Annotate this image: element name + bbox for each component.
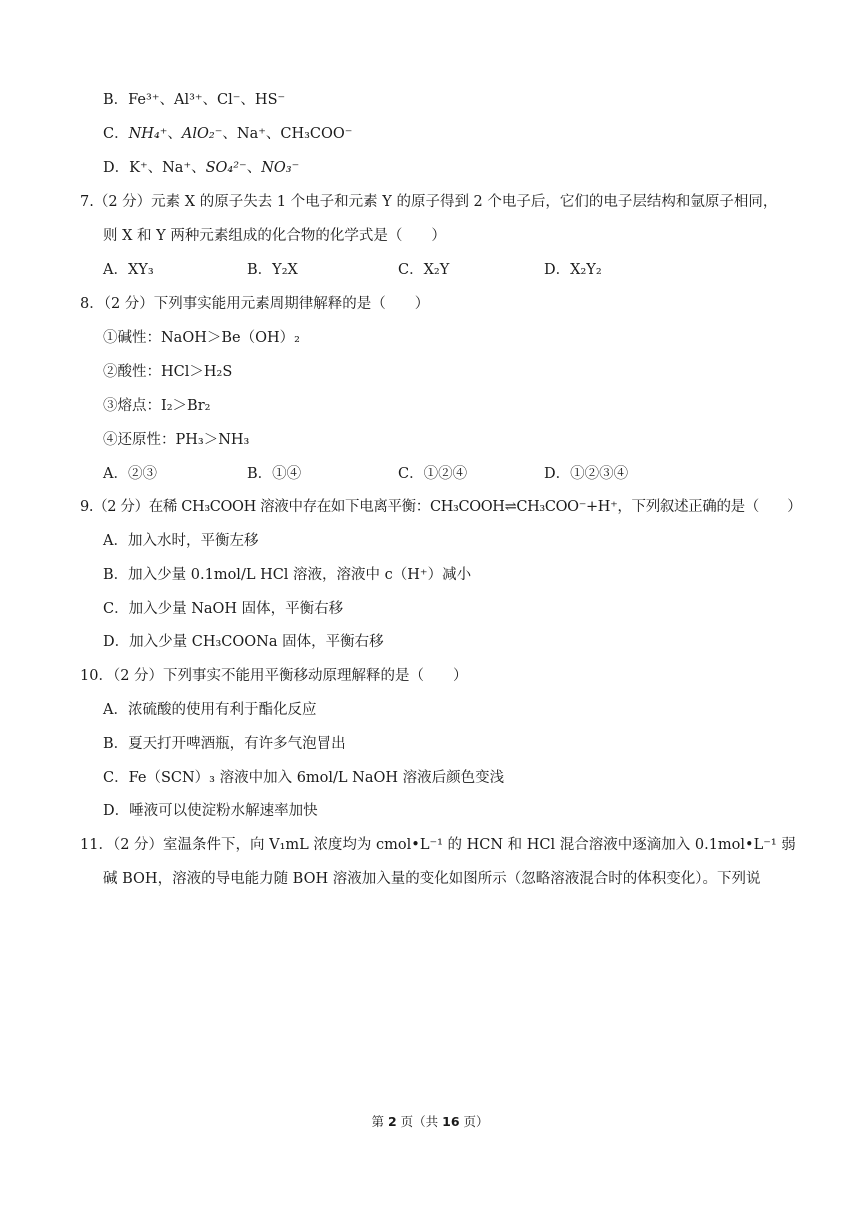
q9-stem: 9.（2 分）在稀 CH₃COOH 溶液中存在如下电离平衡：CH₃COOH⇌CH₃COO⁻+H⁺，下列叙述正确的是（ ） [80,499,802,515]
q8-option-b: B．①④ [247,466,302,482]
q9-option-c: C．加入少量 NaOH 固体，平衡右移 [103,601,344,617]
q8-fact-4: ④还原性：PH₃＞NH₃ [103,432,250,448]
q7-stem-line-2: 则 X 和 Y 两种元素组成的化合物的化学式是（ ） [103,228,446,244]
q6-option-d-ion-1: SO₄²⁻ [205,160,247,176]
q6-option-d: D．K⁺、Na⁺、SO₄²⁻、NO₃⁻ [103,160,300,176]
q7-option-b: B．Y₂X [247,262,298,278]
q10-option-d: D．唾液可以使淀粉水解速率加快 [103,803,318,819]
footer-middle: 页（共 [396,1114,443,1129]
q8-fact-1: ①碱性：NaOH＞Be（OH）₂ [103,330,300,346]
q6-option-d-ion-2: NO₃⁻ [261,160,300,176]
q7-option-d: D．X₂Y₂ [544,262,602,278]
q7-option-a: A．XY₃ [103,262,154,278]
q8-stem: 8．（2 分）下列事实能用元素周期律解释的是（ ） [80,296,430,312]
q9-option-a: A．加入水时，平衡左移 [103,533,259,549]
q6-option-b: B．Fe³⁺、Al³⁺、Cl⁻、HS⁻ [103,92,286,108]
q6-option-c-prefix: C． [103,126,129,142]
q6-option-c-rest: 、Na⁺、CH₃COO⁻ [222,126,353,142]
q10-option-c: C．Fe（SCN）₃ 溶液中加入 6mol/L NaOH 溶液后颜色变浅 [103,770,505,786]
footer-prefix: 第 [371,1114,388,1129]
page-footer [0,1112,860,1130]
q6-option-c-ion-2: AlO₂⁻ [181,126,223,142]
q10-option-b: B．夏天打开啤酒瓶，有许多气泡冒出 [103,736,346,752]
q11-stem-line-2: 碱 BOH，溶液的导电能力随 BOH 溶液加入量的变化如图所示（忽略溶液混合时的体积变化）。下列说 [103,871,761,887]
q8-option-d: D．①②③④ [544,466,629,482]
q9-option-b: B．加入少量 0.1mol/L HCl 溶液，溶液中 c（H⁺）减小 [103,567,472,583]
q10-stem: 10．（2 分）下列事实不能用平衡移动原理解释的是（ ） [80,668,468,684]
q8-fact-2: ②酸性：HCl＞H₂S [103,364,233,380]
q7-option-c: C．X₂Y [398,262,450,278]
q8-fact-3: ③熔点：I₂＞Br₂ [103,398,211,414]
q9-option-d: D．加入少量 CH₃COONa 固体，平衡右移 [103,634,384,650]
footer-total-pages: 16 [442,1114,460,1129]
q6-option-d-prefix: D．K⁺、Na⁺、 [103,160,206,176]
footer-page-number: 2 [387,1114,397,1129]
q10-option-a: A．浓硫酸的使用有利于酯化反应 [103,702,317,718]
q6-option-c-ion-1: NH₄⁺ [128,126,168,142]
footer-suffix: 页） [459,1114,489,1129]
q6-option-c: C．NH₄⁺、AlO₂⁻、Na⁺、CH₃COO⁻ [103,126,353,142]
q7-stem-line-1: 7.（2 分）元素 X 的原子失去 1 个电子和元素 Y 的原子得到 2 个电子后，它们的电子层结构和氩原子相同， [80,194,778,210]
q8-option-a: A．②③ [103,466,157,482]
q8-option-c: C．①②④ [398,466,468,482]
q11-stem-line-1: 11．（2 分）室温条件下，向 V₁mL 浓度均为 cmol•L⁻¹ 的 HCN 和 HCl 混合溶液中逐滴加入 0.1mol•L⁻¹ 弱 [80,837,796,853]
